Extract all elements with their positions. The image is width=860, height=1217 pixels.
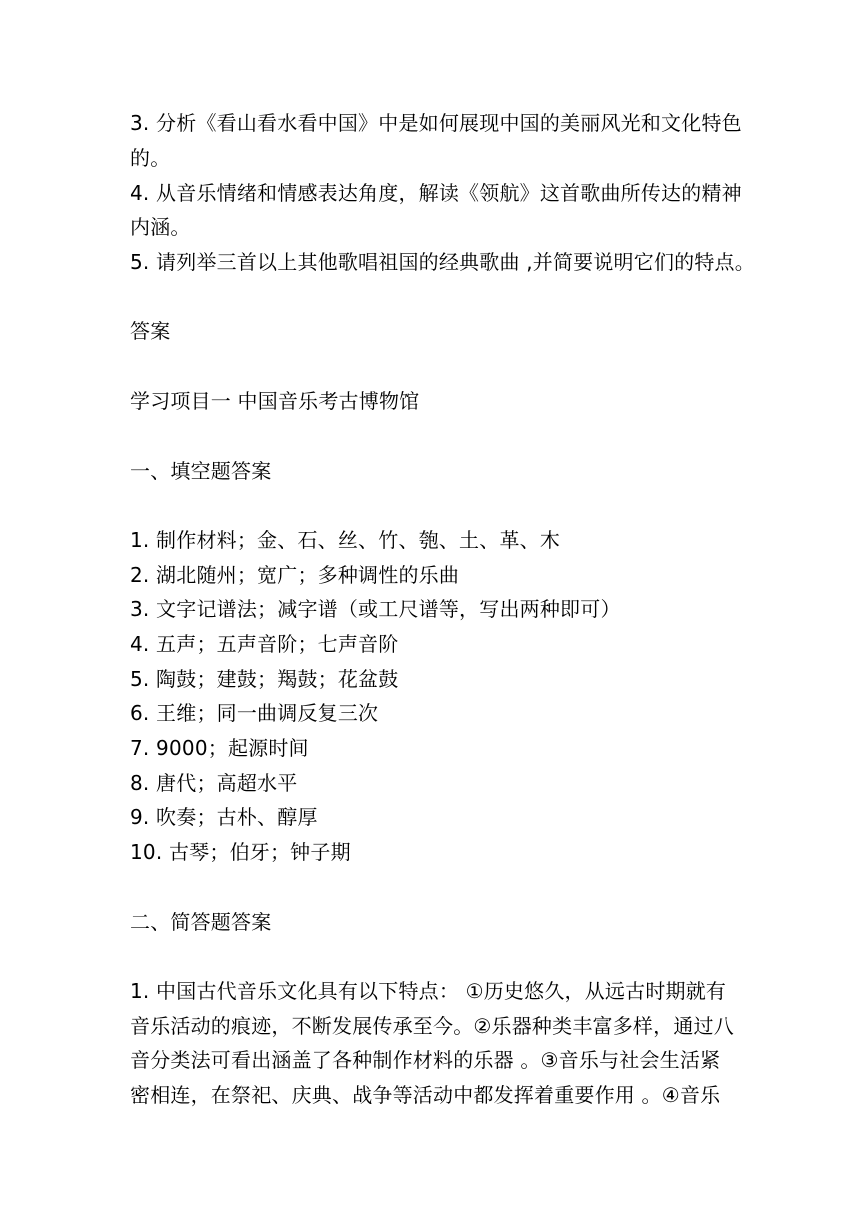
- fill-blank-answer-10: 10. 古琴；伯牙；钟子期: [130, 840, 351, 864]
- question-4-line-2: 内涵。: [130, 215, 191, 239]
- fill-blank-answer-9: 9. 吹奏；古朴、醇厚: [130, 805, 318, 829]
- section-1-heading: 一、填空题答案: [130, 459, 272, 483]
- fill-blank-answer-6: 6. 王维；同一曲调反复三次: [130, 701, 379, 725]
- short-answer-line-4: 密相连，在祭祀、庆典、战争等活动中都发挥着重要作用 。④音乐: [130, 1083, 721, 1107]
- fill-blank-answer-1: 1. 制作材料；金、石、丝、竹、匏、土、革、木: [130, 528, 561, 552]
- question-3-line-2: 的。: [130, 146, 171, 170]
- short-answer-line-2: 音乐活动的痕迹，不断发展传承至今。②乐器种类丰富多样，通过八: [130, 1014, 734, 1038]
- short-answer-line-1: 1. 中国古代音乐文化具有以下特点： ①历史悠久，从远古时期就有: [130, 979, 727, 1003]
- short-answer-line-3: 音分类法可看出涵盖了各种制作材料的乐器 。③音乐与社会生活紧: [130, 1048, 721, 1072]
- fill-blank-answer-7: 7. 9000；起源时间: [130, 736, 309, 760]
- fill-blank-answer-2: 2. 湖北随州；宽广；多种调性的乐曲: [130, 563, 460, 587]
- project-title: 学习项目一 中国音乐考古博物馆: [130, 389, 420, 413]
- fill-blank-answer-5: 5. 陶鼓；建鼓；羯鼓；花盆鼓: [130, 667, 399, 691]
- question-5-line-1: 5. 请列举三首以上其他歌唱祖国的经典歌曲 ,并简要说明它们的特点。: [130, 250, 755, 274]
- question-4-line-1: 4. 从音乐情绪和情感表达角度，解读《领航》这首歌曲所传达的精神: [130, 181, 742, 205]
- question-3-line-1: 3. 分析《看山看水看中国》中是如何展现中国的美丽风光和文化特色: [130, 111, 742, 135]
- fill-blank-answer-8: 8. 唐代；高超水平: [130, 771, 298, 795]
- fill-blank-answer-3: 3. 文字记谱法；减字谱（或工尺谱等，写出两种即可）: [130, 597, 621, 621]
- fill-blank-answer-4: 4. 五声；五声音阶；七声音阶: [130, 632, 399, 656]
- answers-heading: 答案: [130, 319, 171, 343]
- section-2-heading: 二、简答题答案: [130, 910, 272, 934]
